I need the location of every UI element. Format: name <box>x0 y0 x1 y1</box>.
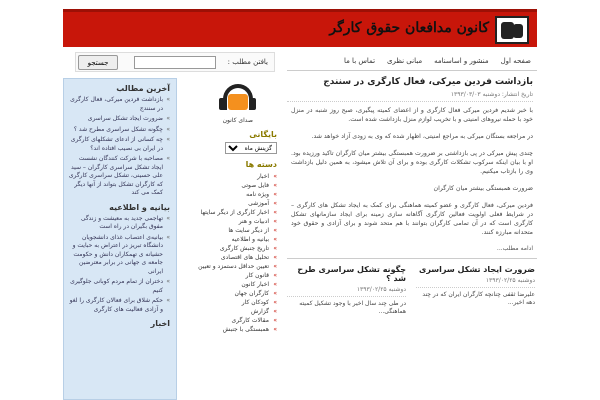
category-link[interactable]: » از دیگر سایت ها <box>181 226 277 235</box>
podcast-widget[interactable] <box>215 84 261 124</box>
post-paragraph: ضرورت همبستگی بیشتر میان کارگران <box>433 185 533 192</box>
sub-post-excerpt: علیرضا ثقفی چنانچه کارگران ایران که در چند دهه اخیر... <box>422 291 535 306</box>
category-link[interactable]: » فایل صوتی <box>181 181 277 190</box>
recent-posts-list <box>68 96 170 198</box>
recent-post-link[interactable]: » چه کسانی از ادعای تشکلهای کارگری در ایران بی نصیب افتاده اند؟ <box>68 136 170 153</box>
category-link[interactable]: » بیانیه و اطلاعیه <box>181 235 277 244</box>
site-header <box>63 9 537 47</box>
sub-post-meta: دوشنبه ۱۳۹۳/۰۲/۲۵ <box>416 277 535 288</box>
post-meta: تاریخ انتشار: دوشنبه ۱۳۹۳/۰۳/۰۳ <box>287 91 533 102</box>
statement-link[interactable]: » تهاجمی جدید به معیشت و زندگی مفوق بگیران در راه است <box>68 215 170 232</box>
statements-heading: بیانیه و اطلاعیه <box>109 202 170 212</box>
category-link[interactable]: » ویژه نامه <box>181 190 277 199</box>
statement-link[interactable]: » بیانیه‌ی اعتصاب غذای دانشجویان دانشگاه تبریز در اعتراض به حبایت و حشیانه ی تهمکاران دانش و حکومت جامعه ی جهانی در برابر معترضین ایرانی <box>68 234 170 277</box>
statement-link[interactable]: » دختران از تمام مردم کوبانی جلوگیری کنیم <box>68 278 170 295</box>
post-paragraph: چندی پیش میرکی در پی بازداشتی بر ضرورت همبستگی بیشتر میان کارگران تاکید ورزیده بود. او با بیان اینکه سرکوب تشکلات کارگری بوده و برای آن تلاش میشود، به همین دلیل بازداشت وی را بازتاب میکنیم. <box>291 150 533 175</box>
headphone-ear-icon <box>249 98 256 110</box>
nav-item-charter[interactable]: منشور و اساسنامه <box>434 56 489 65</box>
statement-link[interactable]: » حکم شلاق برای فعالان کارگری را لغو و آزادی فعالیت های کارگری <box>68 297 170 314</box>
statements-list <box>68 215 170 315</box>
category-list <box>181 172 277 334</box>
category-link[interactable]: » کودکان کار <box>181 298 277 307</box>
sub-post-meta: دوشنبه ۱۳۹۳/۰۲/۲۵ <box>287 286 406 297</box>
podcast-label: صدای کانون <box>222 117 253 124</box>
categories-heading: دسته ها <box>245 160 277 169</box>
main-nav <box>287 52 537 69</box>
post-paragraph: در مراجعه بستگان میرکی به مراجع امنیتی، اظهار شده که وی به زودی آزاد خواهد شد. <box>311 133 533 140</box>
recent-post-link[interactable]: » بازداشت فردین میرکی، فعال کارگری در سنندج <box>68 96 170 113</box>
post-body <box>287 106 537 237</box>
category-link[interactable]: » اخبار کارگری از دیگر سایتها <box>181 208 277 217</box>
sub-posts <box>287 263 537 316</box>
middle-sidebar <box>181 78 281 400</box>
search-input[interactable] <box>134 56 216 69</box>
rss-icon <box>228 94 248 110</box>
nav-item-contact[interactable]: تماس با ما <box>343 56 376 65</box>
archive-select[interactable] <box>225 142 277 154</box>
category-link[interactable]: » گزارش <box>181 307 277 316</box>
category-link[interactable]: » کارگران جهان <box>181 289 277 298</box>
post-paragraph: فردین میرکی، فعال کارگری و عضو کمیته هماهنگی برای کمک به ایجاد تشکل های کارگری – در شرایط فعلی اولویت فعالین کارگری آگاهانه سازی زمینه برای ایجاد سازمانهای تشکل کارگری است که در آن تمامی کارگران بتوانند با هم متحد شوند و برای آزادی و حقوق خود متحدانه مبارزه کنند. <box>291 202 533 236</box>
category-link[interactable]: » آموزشی <box>181 199 277 208</box>
search-button[interactable]: جستجو <box>78 55 118 70</box>
category-link[interactable]: » تاریخ جنبش کارگری <box>181 244 277 253</box>
category-link[interactable]: » اخبار <box>181 172 277 181</box>
category-link[interactable]: » قانون کار <box>181 271 277 280</box>
sub-post-excerpt: در طی چند سال اخیر با وجود تشکیل کمیته هماهنگی... <box>299 300 406 315</box>
search-bar <box>75 52 275 72</box>
recent-post-link[interactable]: » ضرورت ایجاد تشکل سراسری <box>68 115 170 124</box>
sub-post <box>287 263 408 316</box>
sub-post <box>416 263 537 316</box>
post-paragraph: با خبر شدیم فردین میرکی فعال کارگری و از اعضای کمیته پیگیری، صبح روز شنبه در منزل خود با حمله نیروهای امنیتی و با تخریب لوازم منزل بازداشت شده است. <box>291 107 533 123</box>
category-link[interactable]: » مقالات کارگری <box>181 316 277 325</box>
sub-post-title[interactable]: چگونه تشکل سراسری طرح شد ؟ <box>297 265 406 283</box>
news-heading: اخبار <box>150 319 170 328</box>
category-link[interactable]: » ادبیات و هنر <box>181 217 277 226</box>
category-link[interactable]: » همبستگی با جنبش <box>181 325 277 334</box>
site-title[interactable]: کانون مدافعان حقوق کارگر <box>329 20 489 36</box>
read-more-link[interactable]: ادامه مطلب... <box>496 245 533 252</box>
sub-post-title[interactable]: ضرورت ایجاد تشکل سراسری <box>419 265 535 274</box>
main-content <box>287 70 537 400</box>
category-link[interactable]: » تعیین حداقل دستمزد و تعیین <box>181 262 277 271</box>
sidebar <box>63 78 177 400</box>
category-link[interactable]: » اخبار کانون <box>181 280 277 289</box>
nav-item-theory[interactable]: مبانی نظری <box>387 56 423 65</box>
recent-posts-heading: آخرین مطالب <box>116 84 170 93</box>
recent-post-link[interactable]: » چگونه تشکل سراسری مطرح شد ؟ <box>68 126 170 135</box>
category-link[interactable]: » تحلیل های اقتصادی <box>181 253 277 262</box>
archive-heading: بایگانی <box>249 130 277 139</box>
post-title[interactable]: بازداشت فردین میرکی، فعال کارگری در سنندج <box>323 77 533 87</box>
recent-post-link[interactable]: » مصاحبه با شرکت کنندگان نشست ایجاد تشکل سراسری کارگران – سید علی حسینی، تشکل سراسری کارگری که کارگران تشکل بتواند از آنها دیگر کمک می کند <box>68 155 170 198</box>
search-label: یافتن مطلب : <box>227 58 268 66</box>
nav-item-home[interactable]: صفحه اول <box>500 56 531 65</box>
headphone-ear-icon <box>219 98 226 110</box>
divider <box>287 258 537 259</box>
fist-icon <box>513 24 523 38</box>
logo[interactable] <box>495 16 529 44</box>
